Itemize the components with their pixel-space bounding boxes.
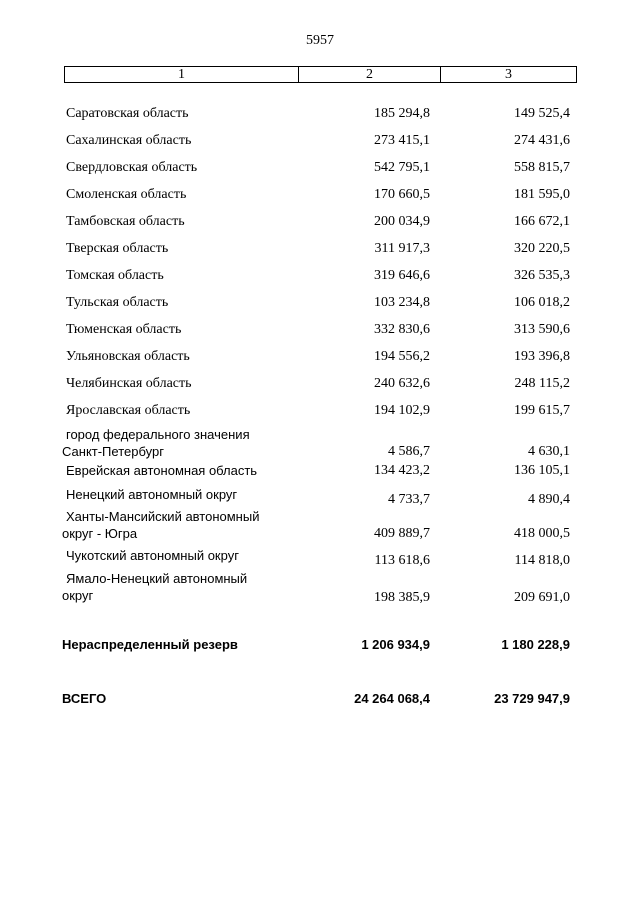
value-col-3: 313 590,6 bbox=[514, 322, 570, 337]
value-col-2: 113 618,6 bbox=[374, 553, 430, 568]
total-value-col-3: 23 729 947,9 bbox=[494, 691, 570, 706]
region-name-line-1: город федерального значения bbox=[66, 427, 250, 442]
region-name: Саратовская область bbox=[66, 106, 189, 121]
value-col-2: 103 234,8 bbox=[374, 295, 430, 310]
value-col-2: 319 646,6 bbox=[374, 268, 430, 283]
value-col-2: 198 385,9 bbox=[374, 590, 430, 605]
total-value-col-2: 24 264 068,4 bbox=[354, 691, 430, 706]
page-number: 5957 bbox=[306, 33, 334, 48]
region-name: Томская область bbox=[66, 268, 164, 283]
value-col-3: 4 890,4 bbox=[528, 492, 570, 507]
value-col-3: 149 525,4 bbox=[514, 106, 570, 121]
value-col-3: 106 018,2 bbox=[514, 295, 570, 310]
region-name: Тверская область bbox=[66, 241, 169, 256]
reserve-label: Нераспределенный резерв bbox=[62, 637, 238, 652]
value-col-2: 4 733,7 bbox=[388, 492, 430, 507]
region-name: Сахалинская область bbox=[66, 133, 192, 148]
region-name: Тюменская область bbox=[66, 322, 182, 337]
value-col-2: 409 889,7 bbox=[374, 526, 430, 541]
region-name-line-2: Санкт-Петербург bbox=[62, 444, 164, 459]
value-col-3: 326 535,3 bbox=[514, 268, 570, 283]
region-name: Ярославская область bbox=[66, 403, 191, 418]
region-name: Тамбовская область bbox=[66, 214, 185, 229]
region-name: Чукотский автономный округ bbox=[66, 548, 239, 563]
header-col-1: 1 bbox=[65, 67, 299, 82]
value-col-2: 240 632,6 bbox=[374, 376, 430, 391]
region-name: Ульяновская область bbox=[66, 349, 190, 364]
table-header bbox=[64, 66, 577, 83]
value-col-3: 209 691,0 bbox=[514, 590, 570, 605]
reserve-value-col-3: 1 180 228,9 bbox=[501, 637, 570, 652]
value-col-3: 136 105,1 bbox=[514, 463, 570, 478]
value-col-3: 248 115,2 bbox=[514, 376, 570, 391]
reserve-value-col-2: 1 206 934,9 bbox=[361, 637, 430, 652]
region-name: Тульская область bbox=[66, 295, 169, 310]
region-name-line-1: Ханты-Мансийский автономный bbox=[66, 509, 260, 524]
value-col-2: 194 556,2 bbox=[374, 349, 430, 364]
region-name-line-1: Ямало-Ненецкий автономный bbox=[66, 571, 248, 586]
value-col-2: 4 586,7 bbox=[388, 444, 430, 459]
value-col-2: 542 795,1 bbox=[374, 160, 430, 175]
region-name: Еврейская автономная область bbox=[66, 463, 258, 478]
region-name: Смоленская область bbox=[66, 187, 187, 202]
value-col-3: 320 220,5 bbox=[514, 241, 570, 256]
value-col-2: 170 660,5 bbox=[374, 187, 430, 202]
value-col-3: 193 396,8 bbox=[514, 349, 570, 364]
value-col-3: 199 615,7 bbox=[514, 403, 570, 418]
region-name-line-2: округ - Югра bbox=[62, 526, 138, 541]
value-col-3: 4 630,1 bbox=[528, 444, 570, 459]
region-name: Челябинская область bbox=[66, 376, 192, 391]
region-name: Ненецкий автономный округ bbox=[66, 487, 238, 502]
region-name-line-2: округ bbox=[62, 588, 94, 603]
value-col-3: 558 815,7 bbox=[514, 160, 570, 175]
total-label: ВСЕГО bbox=[62, 691, 107, 706]
region-name: Свердловская область bbox=[66, 160, 198, 175]
value-col-3: 114 818,0 bbox=[514, 553, 570, 568]
value-col-2: 200 034,9 bbox=[374, 214, 430, 229]
value-col-3: 181 595,0 bbox=[514, 187, 570, 202]
value-col-2: 185 294,8 bbox=[374, 106, 430, 121]
value-col-2: 134 423,2 bbox=[374, 463, 430, 478]
value-col-3: 166 672,1 bbox=[514, 214, 570, 229]
header-col-2: 2 bbox=[299, 67, 441, 82]
value-col-3: 418 000,5 bbox=[514, 526, 570, 541]
value-col-2: 194 102,9 bbox=[374, 403, 430, 418]
value-col-3: 274 431,6 bbox=[514, 133, 570, 148]
value-col-2: 311 917,3 bbox=[374, 241, 430, 256]
value-col-2: 273 415,1 bbox=[374, 133, 430, 148]
header-col-3: 3 bbox=[505, 67, 512, 82]
value-col-2: 332 830,6 bbox=[374, 322, 430, 337]
